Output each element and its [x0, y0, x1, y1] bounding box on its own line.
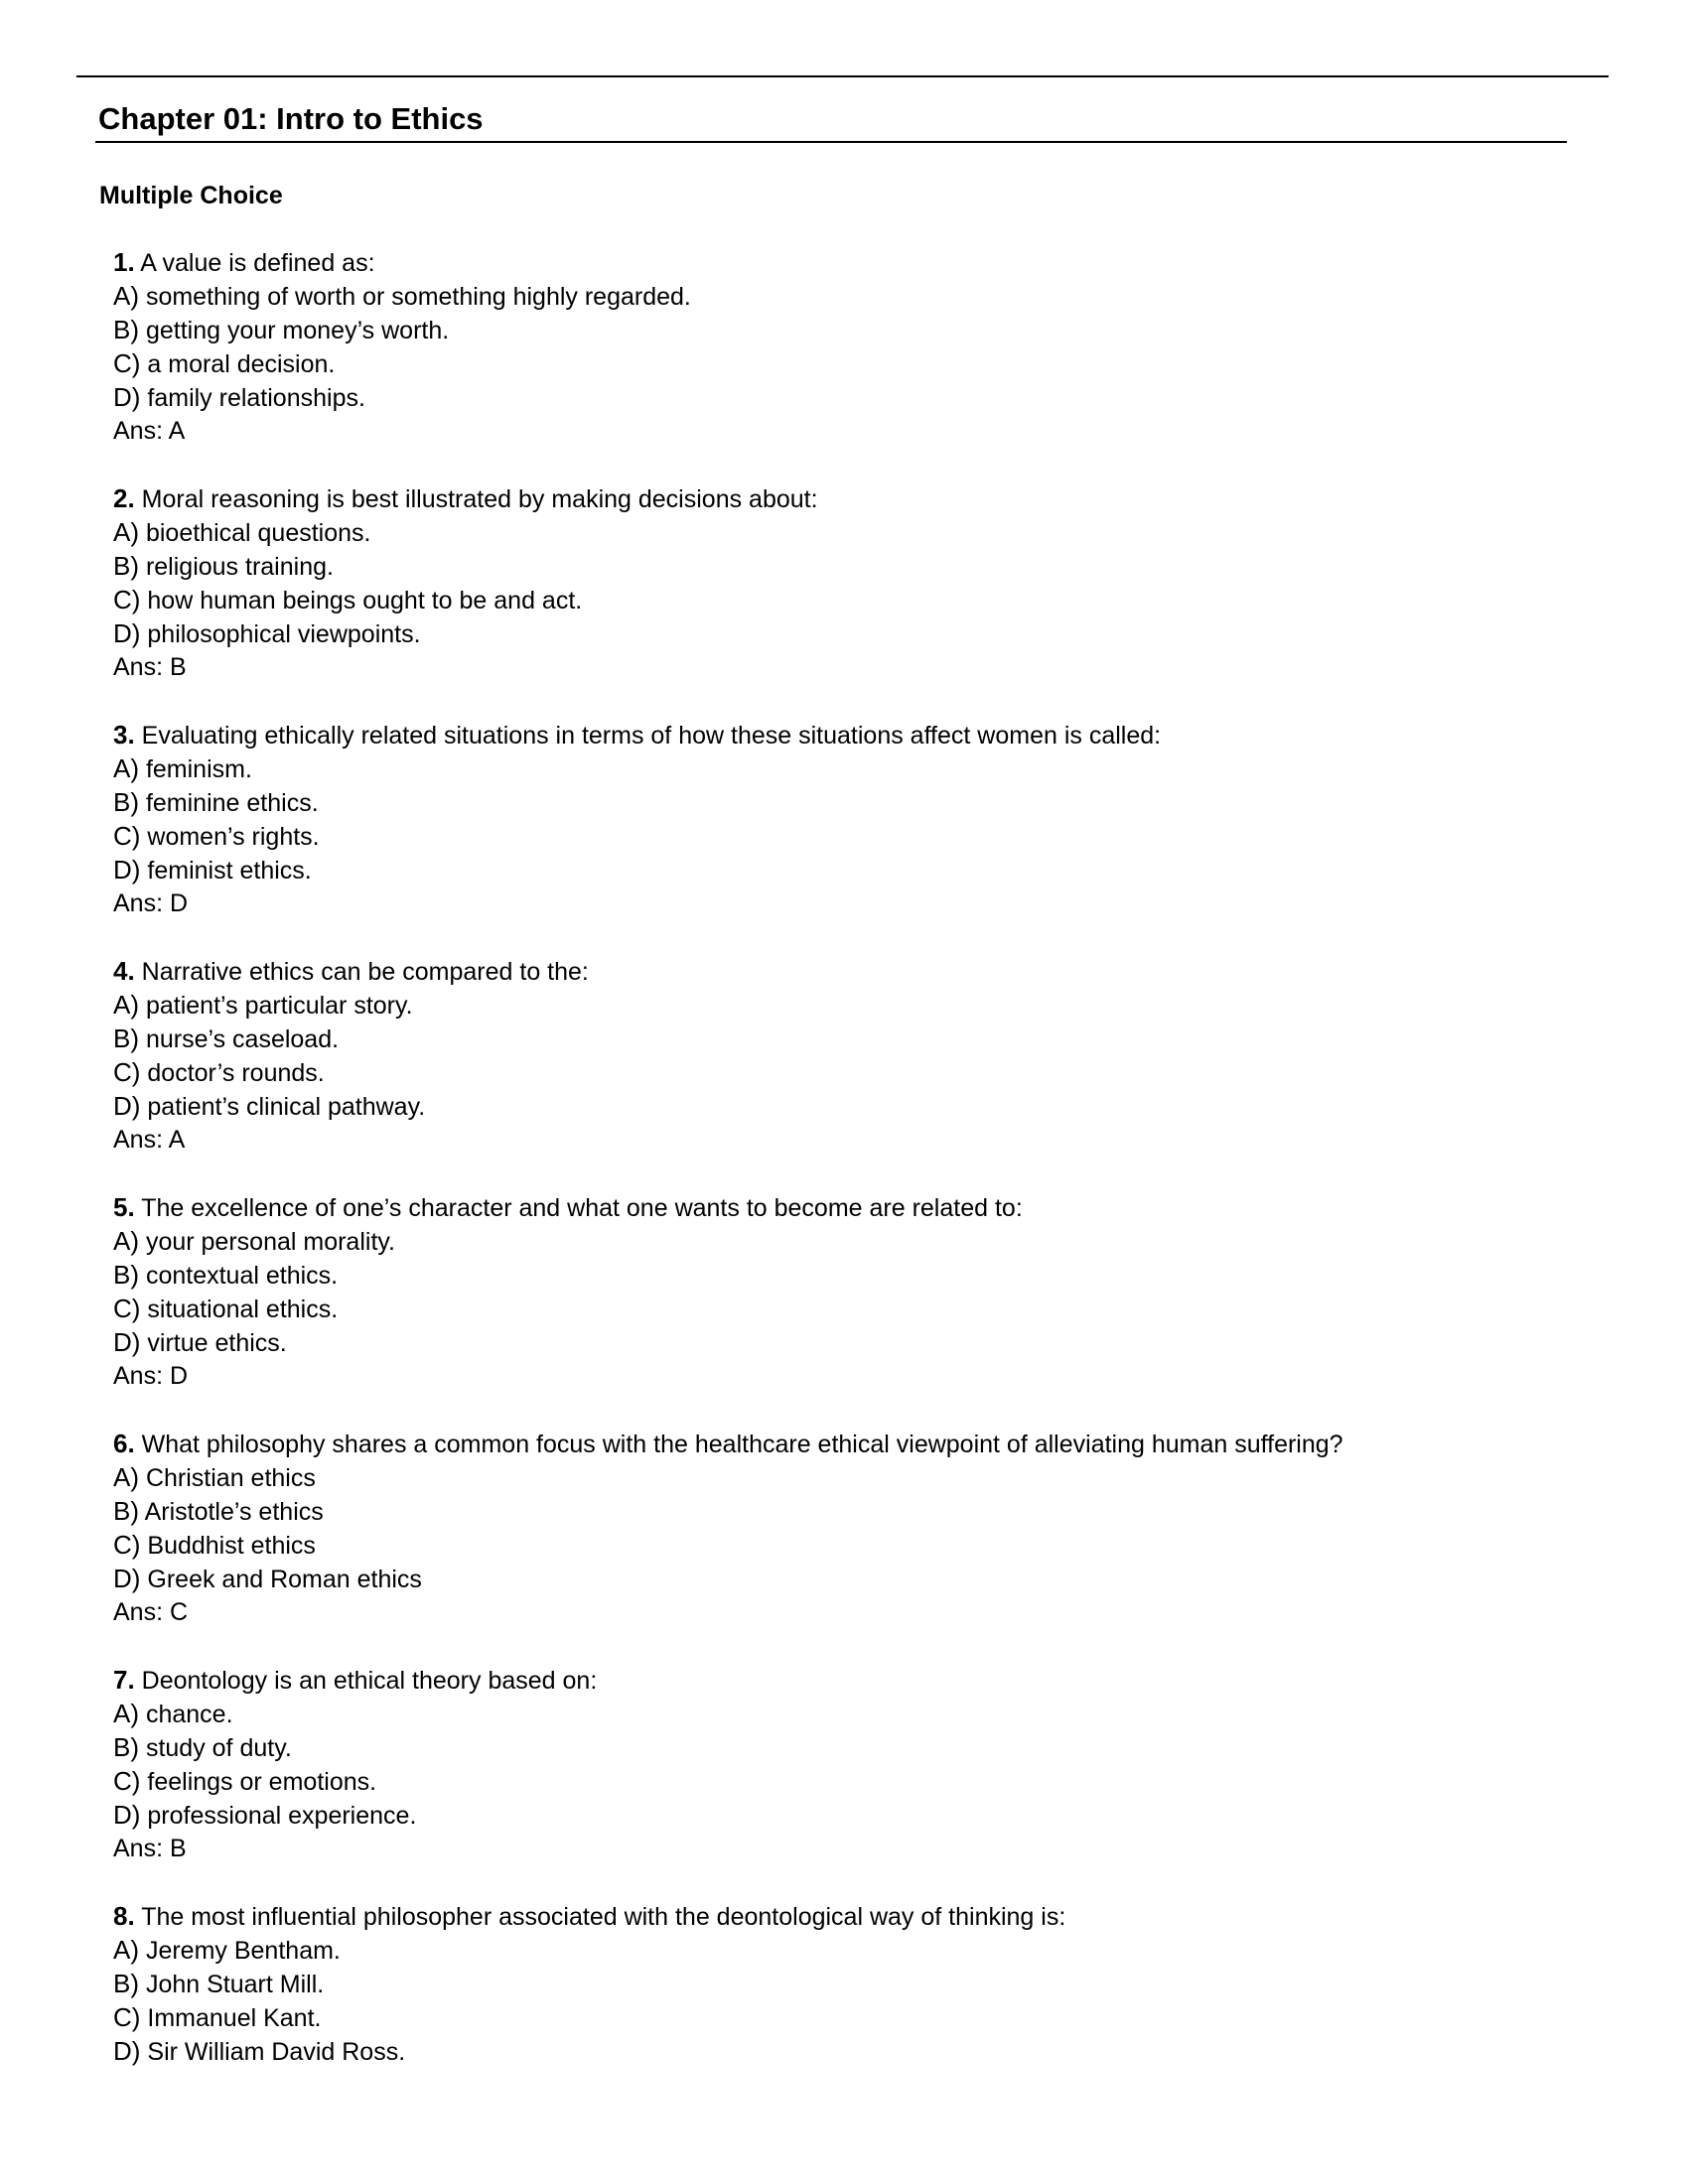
option-letter: B): [113, 1024, 139, 1053]
question-text: Deontology is an ethical theory based on:: [141, 1667, 598, 1695]
option-letter: A): [113, 1699, 139, 1728]
question-list: [113, 245, 1583, 2102]
option-letter: A): [113, 281, 139, 311]
answer-option: [113, 1292, 1583, 1325]
option-text: study of duty.: [145, 1734, 292, 1762]
option-text: Sir William David Ross.: [147, 2038, 406, 2066]
answer-option: [113, 1460, 1583, 1494]
question-number: 6.: [113, 1429, 135, 1458]
option-letter: B): [113, 1496, 139, 1526]
option-text: John Stuart Mill.: [145, 1971, 325, 1998]
question-text: Moral reasoning is best illustrated by making decisions about:: [141, 485, 818, 513]
question-text: What philosophy shares a common focus with the healthcare ethical viewpoint of alleviating human suffering?: [141, 1431, 1343, 1458]
answer-option: [113, 2000, 1583, 2034]
answer-prefix: Ans:: [113, 417, 164, 445]
answer-option: [113, 1697, 1583, 1730]
answer-option: [113, 380, 1583, 414]
answer-option: [113, 1528, 1583, 1562]
question-text: Evaluating ethically related situations in terms of how these situations affect women is called:: [141, 722, 1162, 750]
option-text: Christian ethics: [145, 1464, 316, 1492]
option-text: family relationships.: [147, 384, 365, 412]
option-text: bioethical questions.: [145, 519, 371, 547]
answer-option: [113, 346, 1583, 380]
answer-option: [113, 549, 1583, 583]
section-heading: Multiple Choice: [99, 182, 283, 209]
question-block: [113, 1663, 1583, 1865]
option-letter: D): [113, 1800, 141, 1830]
option-letter: C): [113, 348, 141, 378]
question-block: [113, 245, 1583, 448]
option-text: your personal morality.: [145, 1228, 395, 1256]
option-text: Aristotle’s ethics: [144, 1498, 324, 1526]
option-text: situational ethics.: [147, 1296, 339, 1323]
option-text: patient’s clinical pathway.: [147, 1093, 426, 1121]
answer-option: [113, 583, 1583, 616]
answer-option: [113, 785, 1583, 819]
option-text: a moral decision.: [147, 350, 336, 378]
question-block: [113, 1190, 1583, 1393]
answer-key: [113, 1123, 1583, 1157]
option-letter: D): [113, 618, 141, 648]
option-letter: A): [113, 990, 139, 1020]
answer-option: [113, 1494, 1583, 1528]
answer-option: [113, 1764, 1583, 1798]
answer-option: [113, 279, 1583, 313]
question-line: [113, 718, 1583, 751]
title-underline: [95, 141, 1567, 143]
option-text: feminine ethics.: [145, 789, 319, 817]
answer-value: D: [169, 1362, 189, 1390]
question-number: 1.: [113, 247, 135, 277]
question-text: The excellence of one’s character and what one wants to become are related to:: [141, 1194, 1023, 1222]
answer-value: B: [169, 653, 187, 681]
question-number: 5.: [113, 1192, 135, 1222]
question-block: [113, 481, 1583, 684]
option-text: patient’s particular story.: [145, 992, 413, 1020]
question-text: Narrative ethics can be compared to the:: [141, 958, 589, 986]
option-letter: B): [113, 1732, 139, 1762]
question-text: The most influential philosopher associated with the deontological way of thinking is:: [141, 1903, 1066, 1931]
answer-key: [113, 1359, 1583, 1393]
option-text: contextual ethics.: [145, 1262, 339, 1290]
answer-option: [113, 1022, 1583, 1055]
option-letter: A): [113, 1462, 139, 1492]
question-line: [113, 954, 1583, 988]
answer-value: C: [169, 1598, 189, 1626]
answer-value: A: [168, 1126, 186, 1154]
answer-option: [113, 1089, 1583, 1123]
answer-key: [113, 414, 1583, 448]
question-line: [113, 1190, 1583, 1224]
option-letter: C): [113, 1294, 141, 1323]
option-text: philosophical viewpoints.: [147, 620, 421, 648]
answer-option: [113, 1933, 1583, 1967]
question-number: 2.: [113, 483, 135, 513]
question-number: 4.: [113, 956, 135, 986]
question-number: 3.: [113, 720, 135, 750]
option-text: something of worth or something highly regarded.: [145, 283, 691, 311]
option-text: Greek and Roman ethics: [147, 1566, 422, 1593]
option-text: how human beings ought to be and act.: [147, 587, 583, 614]
answer-prefix: Ans:: [113, 1598, 164, 1626]
option-letter: A): [113, 517, 139, 547]
answer-option: [113, 988, 1583, 1022]
answer-option: [113, 2034, 1583, 2068]
answer-key: [113, 1595, 1583, 1629]
question-number: 7.: [113, 1665, 135, 1695]
answer-option: [113, 1224, 1583, 1258]
option-text: feminism.: [145, 755, 252, 783]
option-letter: C): [113, 1766, 141, 1796]
option-text: Buddhist ethics: [147, 1532, 316, 1560]
option-letter: D): [113, 2036, 141, 2066]
question-block: [113, 1899, 1583, 2068]
option-letter: C): [113, 585, 141, 614]
answer-option: [113, 1967, 1583, 2000]
answer-prefix: Ans:: [113, 889, 164, 917]
answer-key: [113, 887, 1583, 920]
answer-key: [113, 1832, 1583, 1865]
option-letter: B): [113, 315, 139, 344]
option-letter: B): [113, 787, 139, 817]
question-number: 8.: [113, 1901, 135, 1931]
option-text: feelings or emotions.: [147, 1768, 377, 1796]
option-text: women’s rights.: [147, 823, 320, 851]
option-letter: D): [113, 1327, 141, 1357]
option-letter: C): [113, 821, 141, 851]
option-letter: C): [113, 1530, 141, 1560]
question-line: [113, 245, 1583, 279]
option-letter: A): [113, 1935, 139, 1965]
top-divider: [76, 75, 1609, 77]
option-letter: D): [113, 855, 141, 885]
option-text: chance.: [145, 1701, 233, 1728]
answer-option: [113, 515, 1583, 549]
question-line: [113, 1899, 1583, 1933]
answer-option: [113, 1325, 1583, 1359]
option-letter: D): [113, 382, 141, 412]
answer-option: [113, 853, 1583, 887]
answer-prefix: Ans:: [113, 1835, 164, 1862]
option-text: virtue ethics.: [147, 1329, 287, 1357]
answer-option: [113, 819, 1583, 853]
option-letter: A): [113, 1226, 139, 1256]
answer-option: [113, 1055, 1583, 1089]
option-text: feminist ethics.: [147, 857, 312, 885]
question-text: A value is defined as:: [140, 249, 375, 277]
option-text: doctor’s rounds.: [147, 1059, 325, 1087]
answer-prefix: Ans:: [113, 1362, 164, 1390]
option-letter: B): [113, 1969, 139, 1998]
option-letter: C): [113, 2002, 141, 2032]
answer-prefix: Ans:: [113, 653, 164, 681]
question-line: [113, 1663, 1583, 1697]
option-text: nurse’s caseload.: [145, 1025, 340, 1053]
option-text: getting your money’s worth.: [145, 317, 450, 344]
question-block: [113, 718, 1583, 920]
option-letter: B): [113, 1260, 139, 1290]
option-letter: A): [113, 753, 139, 783]
answer-option: [113, 751, 1583, 785]
answer-value: A: [168, 417, 186, 445]
question-block: [113, 954, 1583, 1157]
answer-option: [113, 1562, 1583, 1595]
option-text: Immanuel Kant.: [147, 2004, 322, 2032]
option-text: religious training.: [145, 553, 334, 581]
answer-option: [113, 313, 1583, 346]
chapter-title: Chapter 01: Intro to Ethics: [98, 101, 484, 136]
question-line: [113, 1427, 1583, 1460]
answer-option: [113, 616, 1583, 650]
option-text: Jeremy Bentham.: [145, 1937, 341, 1965]
question-line: [113, 481, 1583, 515]
question-block: [113, 1427, 1583, 1629]
option-letter: D): [113, 1091, 141, 1121]
answer-option: [113, 1798, 1583, 1832]
option-letter: C): [113, 1057, 141, 1087]
answer-key: [113, 650, 1583, 684]
option-letter: B): [113, 551, 139, 581]
answer-value: B: [169, 1835, 187, 1862]
option-text: professional experience.: [147, 1802, 417, 1830]
answer-option: [113, 1730, 1583, 1764]
answer-prefix: Ans:: [113, 1126, 164, 1154]
option-letter: D): [113, 1564, 141, 1593]
answer-value: D: [169, 889, 189, 917]
answer-option: [113, 1258, 1583, 1292]
